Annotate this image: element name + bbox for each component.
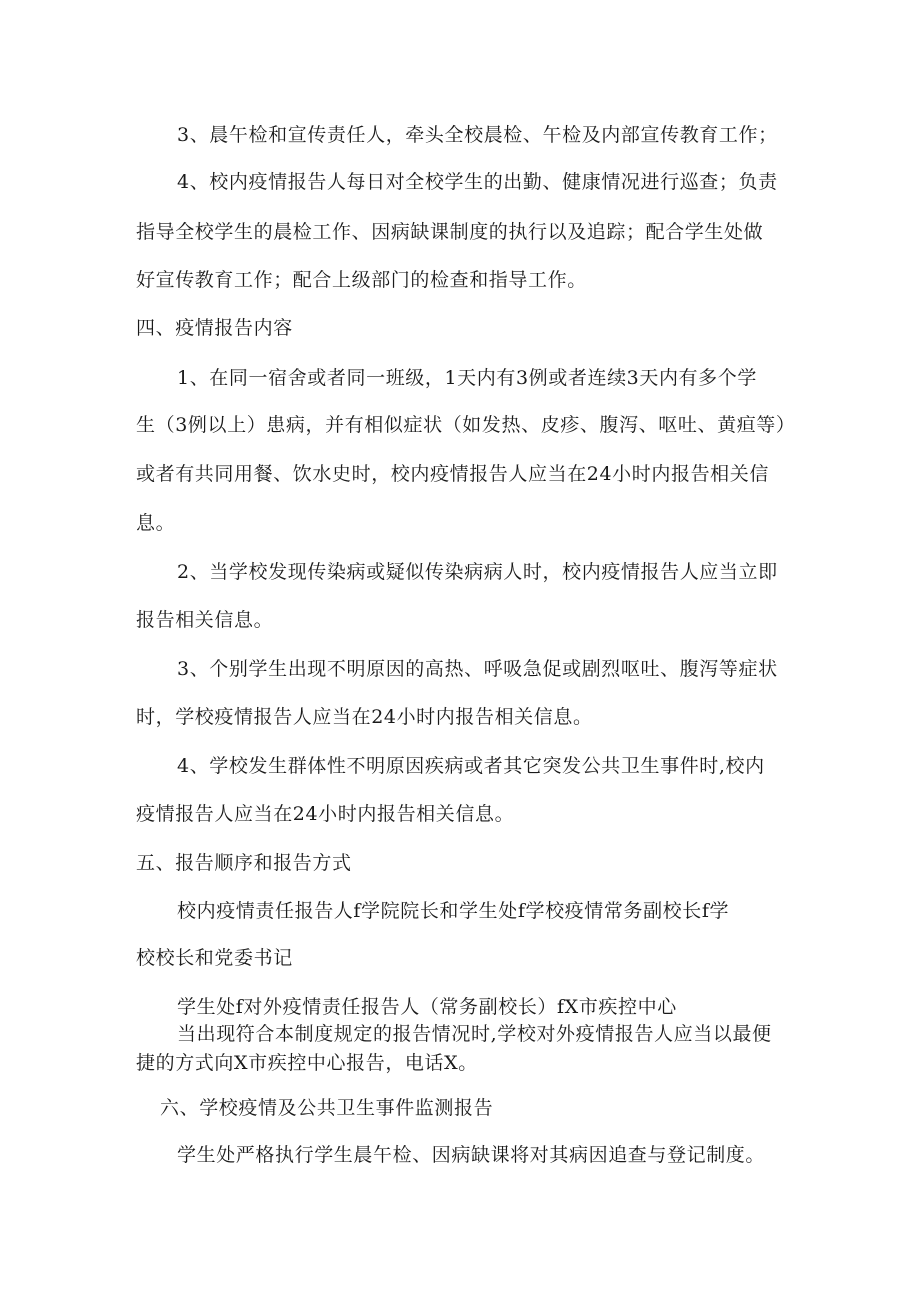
paragraph-line: 捷的方式向X市疾控中心报告，电话X。	[136, 1052, 478, 1074]
paragraph-line: 疫情报告人应当在24小时内报告相关信息。	[136, 803, 515, 825]
paragraph-line: 2、当学校发现传染病或疑似传染病病人时，校内疫情报告人应当立即	[177, 561, 778, 583]
paragraph-line: 时，学校疫情报告人应当在24小时内报告相关信息。	[136, 706, 593, 728]
paragraph-line: 校内疫情责任报告人f学院院长和学生处f学校疫情常务副校长f学	[177, 900, 730, 922]
paragraph-line: 报告相关信息。	[136, 609, 274, 631]
paragraph-line: 3、晨午检和宣传责任人，牵头全校晨检、午检及内部宣传教育工作；	[177, 124, 778, 146]
paragraph-line: 1、在同一宿舍或者同一班级，1天内有3例或者连续3天内有多个学	[177, 367, 757, 389]
paragraph-line: 校校长和党委书记	[136, 947, 293, 969]
paragraph-line: 3、个别学生出现不明原因的高热、呼吸急促或剧烈呕吐、腹泻等症状	[177, 658, 778, 680]
paragraph-line: 4、校内疫情报告人每日对全校学生的出勤、健康情况进行巡查；负责	[177, 171, 778, 193]
paragraph-line: 生（3例以上）患病，并有相似症状（如发热、皮疹、腹泻、呕吐、黄疸等）	[136, 414, 796, 436]
paragraph-line: 当出现符合本制度规定的报告情况时,学校对外疫情报告人应当以最便	[177, 1023, 772, 1045]
paragraph-line: 学生处严格执行学生晨午检、因病缺课将对其病因追查与登记制度。	[177, 1144, 766, 1166]
section-heading: 五、报告顺序和报告方式	[136, 852, 352, 874]
section-heading: 六、学校疫情及公共卫生事件监测报告	[160, 1097, 494, 1119]
paragraph-line: 4、学校发生群体性不明原因疾病或者其它突发公共卫生事件时,校内	[177, 755, 765, 777]
paragraph-line: 指导全校学生的晨检工作、因病缺课制度的执行以及追踪；配合学生处做	[136, 221, 764, 243]
paragraph-line: 或者有共同用餐、饮水史时，校内疫情报告人应当在24小时内报告相关信	[136, 463, 769, 485]
paragraph-line: 息。	[136, 512, 176, 534]
section-heading: 四、疫情报告内容	[136, 317, 293, 339]
paragraph-line: 好宣传教育工作；配合上级部门的检查和指导工作。	[136, 269, 587, 291]
paragraph-line: 学生处f对外疫情责任报告人（常务副校长）fX市疾控中心	[177, 996, 677, 1018]
